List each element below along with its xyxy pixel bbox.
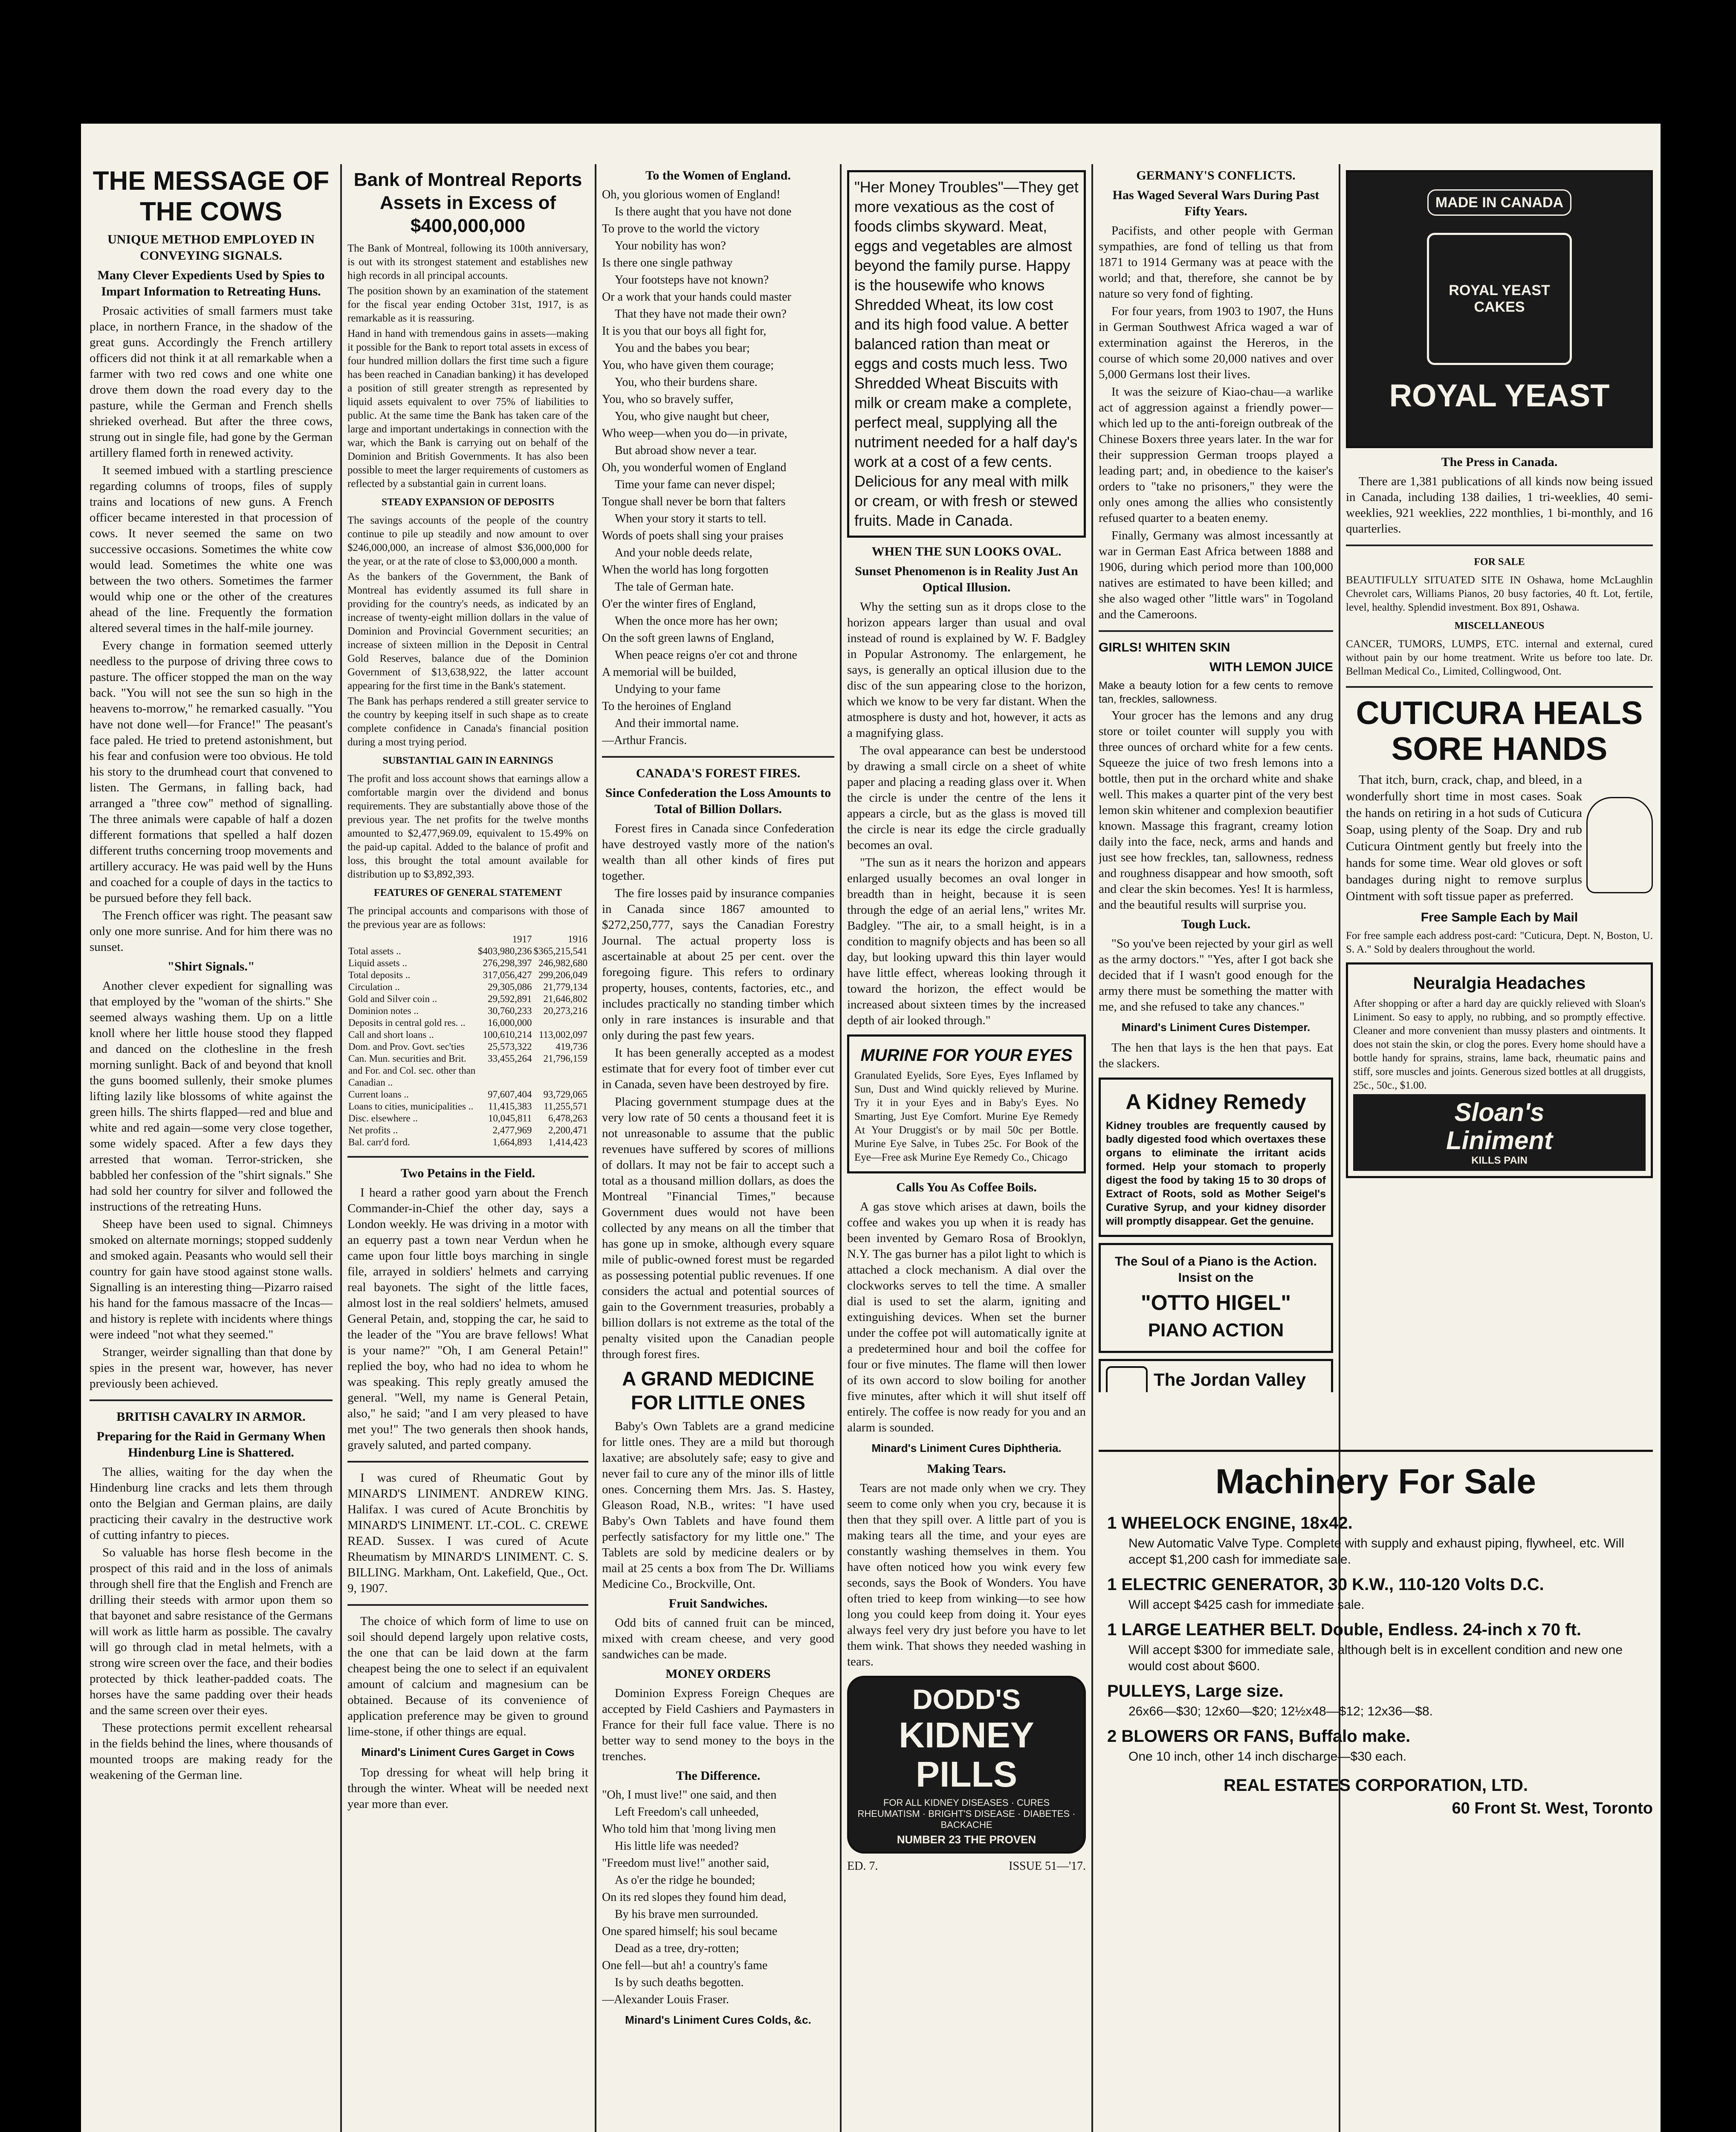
- paragraph: It was the seizure of Kiao-chau—a warlike act of aggression against a friendly power—which led up to the anti-foreign outbreak of the Chinese Boxers three years later. In the war for their suppression German troops played a leading part; and, in obedience to the kaiser's orders to "take no prisoners," they were the only ones among the allies who consistently refused quarter to a beaten enemy.: [1099, 385, 1333, 525]
- poem-line: One spared himself; his soul became: [602, 1925, 778, 1938]
- ad-subtitle: Free Sample Each by Mail: [1421, 910, 1578, 924]
- paragraph: The oval appearance can best be understood by drawing a small circle on a sheet of white paper and placing a reading glass over it. When the circle is under the centre of the lens it appears a circle, but as the glass is moved till the circle is near its edge the circle gradually becomes an oval.: [847, 744, 1086, 852]
- yeast-package-icon: [1427, 233, 1572, 365]
- table-row: [347, 945, 588, 957]
- poem-title: To the Women of England.: [645, 168, 791, 182]
- table-cell: $365,215,541: [533, 946, 587, 956]
- divider: [347, 1604, 588, 1606]
- divider: [1346, 686, 1653, 688]
- paragraph: So valuable has horse flesh become in the prospect of this raid and in the loss of animals through shell fire that the English and French are drilling their steeds with armor upon them so that bayonet and sabre resistance of the Germans will work as little harm as possible. The cavalry will go through clad in metal helmets, with a strong wire screen over the face, and their bodies protected by thick leather-padded coats. The horses have the same padding over their heads and the same screen over their eyes.: [90, 1546, 333, 1717]
- paragraph: The savings accounts of the people of the country continue to pile up steadily and now amount to over $246,000,000, an increase of almost $36,000,000 for the year, or at the rate of close to $3,000,000 a month.: [347, 515, 588, 567]
- table-row: [347, 981, 588, 993]
- machinery-item-title: 1 LARGE LEATHER BELT. Double, Endless. 24-inch x 70 ft.: [1107, 1620, 1582, 1639]
- paragraph: The Bank of Montreal, following its 100th anniversary, is out with its strongest statement and establishes new high records in all principal accounts.: [347, 243, 588, 281]
- poem-line: You, who give naught but cheer,: [615, 410, 770, 423]
- table-cell: 97,607,404: [488, 1089, 532, 1100]
- poem-line: To the heroines of England: [602, 700, 731, 713]
- table-cell: 11,255,571: [544, 1101, 587, 1112]
- ad-title: The Jordan Valley: [1154, 1370, 1306, 1390]
- machinery-item-detail: Will accept $425 cash for immediate sale.: [1128, 1598, 1365, 1612]
- column-1: [90, 164, 333, 2132]
- poem-line: But abroad show never a tear.: [615, 444, 757, 457]
- section-head: "Shirt Signals.": [167, 959, 255, 973]
- classified-head: FOR SALE: [1474, 556, 1525, 568]
- table-cell: 25,573,322: [488, 1041, 532, 1052]
- table-cell: Loans to cities, municipalities ..: [348, 1101, 474, 1112]
- paragraph: "So you've been rejected by your girl as well as the army doctors." "Yes, after I got back she decided that if I wasn't good enough for the army there must be something the matter with me, and she refused to take any chances.": [1099, 937, 1333, 1014]
- table-cell: Net profits ..: [348, 1125, 398, 1136]
- table-cell: 29,592,891: [488, 994, 532, 1004]
- headline-fruit-sandwiches: Fruit Sandwiches.: [668, 1596, 768, 1611]
- shredded-wheat-ad: [847, 170, 1086, 538]
- paragraph: Baby's Own Tablets are a grand medicine for little ones. They are a mild but thorough laxative; are absolutely safe; easy to give and never fail to cure any of the minor ills of little ones. Concerning them Mrs. Jas. S. Hastey, Gleason Road, N.B., writes: "I have used Baby's Own Tablets and have found them perfectly satisfactory for my little one." The Tablets are sold by medicine dealers or by mail at 25 cents a box from The Dr. Williams Medicine Co., Brockville, Ont.: [602, 1419, 834, 1591]
- headline-tough-luck: Tough Luck.: [1181, 917, 1251, 931]
- poem-line: His little life was needed?: [615, 1839, 739, 1853]
- poem-line: Undying to your fame: [615, 683, 721, 696]
- table-cell: 100,610,214: [483, 1029, 532, 1040]
- table-row: [347, 969, 588, 981]
- table-cell: Current loans ..: [348, 1089, 409, 1100]
- column-4: [847, 164, 1086, 2132]
- paragraph: Pacifists, and other people with German sympathies, are fond of telling us that from 1871 to 1914 Germany was at peace with the world; and that, therefore, she cannot be by nature so very fond of fighting.: [1099, 224, 1333, 301]
- table-cell: Deposits in central gold res. ..: [348, 1017, 466, 1028]
- poem-line: Is there aught that you have not done: [615, 205, 792, 218]
- machinery-item-title: 2 BLOWERS OR FANS, Buffalo make.: [1107, 1727, 1411, 1746]
- machinery-list: [1099, 1512, 1653, 1765]
- poem-line: You, who their burdens share.: [615, 376, 758, 389]
- table-row: [347, 1029, 588, 1041]
- poem-line: By his brave men surrounded.: [615, 1908, 758, 1921]
- table-header-cell: [347, 933, 477, 945]
- sloans-logo: [1353, 1094, 1646, 1171]
- poem-line: Time your fame can never dispel;: [615, 478, 775, 491]
- headline-bank-of-montreal: Bank of Montreal Reports Assets in Excess of $400,000,000: [353, 169, 582, 236]
- financial-statement-table: [347, 933, 588, 1148]
- headline-coffee: Calls You As Coffee Boils.: [896, 1180, 1037, 1194]
- column-6: [1346, 164, 1653, 1426]
- poem-line: When the world has long forgotten: [602, 563, 769, 576]
- poem-line: And their immortal name.: [615, 717, 739, 730]
- testimonial: I was cured of Rheumatic Gout by MINARD'S LINIMENT. ANDREW KING. Halifax. I was cured of Acute Bronchitis by MINARD'S LINIMENT. LT.-COL. C. CREWE READ. Sussex. I was cured of Acute Rheumatism by MINARD'S LINIMENT. C. S. BILLING. Markham, Ont. Lakefield, Que., Oct. 9, 1907.: [347, 1471, 588, 1595]
- murine-logo: MURINE FOR YOUR EYES: [860, 1046, 1073, 1065]
- dodds-ring-text: FOR ALL KIDNEY DISEASES · CURES RHEUMATISM · BRIGHT'S DISEASE · DIABETES · BACKACHE: [857, 1797, 1076, 1830]
- machinery-item-detail: One 10 inch, other 14 inch discharge—$30 each.: [1128, 1750, 1407, 1764]
- table-cell: 29,305,086: [488, 982, 532, 992]
- paragraph: Forest fires in Canada since Confederation have destroyed vastly more of the nation's wealth than all other kinds of fires put together.: [602, 822, 834, 883]
- poem-line: Words of poets shall sing your praises: [602, 529, 784, 542]
- paragraph: Prosaic activities of small farmers must take place, in northern France, in the shadow of the great guns. Accordingly the French artillery officers did not think it at all remarkable when a farmer with two red cows and one white one drove them down the road every day to the pasture, while the German and French shells shrieked overhead. But after the three cows, strung out in single file, had gone by the German artillery flamed forth in renewed activity.: [90, 304, 333, 460]
- poem-line: Your footsteps have not known?: [615, 273, 769, 287]
- subhead: Has Waged Several Wars During Past Fifty Years.: [1112, 188, 1319, 218]
- column-rule: [595, 164, 596, 2132]
- ad-text: "Her Money Troubles"—They get more vexatious as the cost of foods climbs skyward. Meat, eggs and vegetables are almost beyond the family purse. Happy is the housewife who knows Shredded Wheat, its low cost and its high food value. A better balanced ration than meat or eggs and costs much less. Two Shredded Wheat Biscuits with milk or cream make a complete, perfect meal, supplying all the nutriment needed for a half day's work at a cost of a few cents. Delicious for any meal with milk or cream, or with fresh or stewed fruits. Made in Canada.: [854, 178, 1079, 529]
- poem-line: As o'er the ridge he bounded;: [615, 1874, 755, 1887]
- paragraph: A gas stove which arises at dawn, boils the coffee and wakes you up when it is ready has been invented by Gemaro Rosa of Brooklyn, N.Y. The gas burner has a pilot light to which is attached a clock mechanism. A dial over the clockworks serves to tell the time. A smaller dial is used to set the alarm, igniting and extinguishing devices. When set the burner under the coffee pot will automatically ignite at a predetermined hour and boil the coffee for four or five minutes. The flame will then lower of its own accord to slow boiling for another five minutes, after which it will shut itself off entirely. The coffee is now ready for you and an alarm is sounded.: [847, 1200, 1086, 1434]
- table-cell: 1,664,893: [492, 1137, 532, 1147]
- made-in-canada-label: MADE IN CANADA: [1427, 189, 1571, 216]
- paragraph: The position shown by an examination of the statement for the fiscal year ending October 31st, 1917, is as remarkable as it is reassuring.: [347, 285, 588, 324]
- table-cell: Total assets ..: [348, 946, 401, 956]
- hand-illustration-icon: [1586, 797, 1653, 893]
- classified-text: BEAUTIFULLY SITUATED SITE IN Oshawa, home McLaughlin Chevrolet cars, Williams Pianos, 20 busy factories, 40 ft. Lot, fertile, level, healthy. Splendid investment. Box 891, Oshawa.: [1346, 574, 1653, 613]
- paragraph: I heard a rather good yarn about the French Commander-in-Chief the other day, says a London weekly. He was driving in a motor with an equerry past a town near Verdun when he came upon four little boys marching in single file, arrayed in soldiers' helmets and carrying real bayonets. The sight of the little faces, almost lost in the real soldiers' helmets, amused General Petain, and, stopping the car, he said to the leader of the "You are brave fellows! What is your name?" "Oh, I am General Petain!" replied the boy, who had no idea to whom he was speaking. This reply greatly amused the general. "Well, my name is General Petain, also," he said; "and I am very pleased to have met you!" The two generals then shook hands, gravely saluted, and parted company.: [347, 1186, 588, 1452]
- headline-forest-fires: CANADA'S FOREST FIRES.: [636, 766, 801, 780]
- subhead: Since Confederation the Loss Amounts to Total of Billion Dollars.: [605, 786, 831, 816]
- paragraph: Every change in formation seemed utterly needless to the purpose of driving three cows to pasture. The officer stopped the man on the way back. "You will not see the sun so high in the heavens to-morrow," he remarked casually. "You have not done well—for France!" The peasant's face paled. He tried to pretend astonishment, but his fear and confusion were too obvious. He told his story to the drumhead court that convened to listen. The Germans, in falling back, had arranged a "three cow" method of signalling. The three animals were capable of half a dozen different formations that spelled a half dozen different truths concerning troop movements and artillery accuracy. He was paid well by the Huns and coached for a couple of days in the tactics to be pursued before they fell back.: [90, 639, 333, 905]
- edition-number: ED. 7.: [847, 1860, 878, 1873]
- paragraph: The hen that lays is the hen that pays. Eat the slackers.: [1099, 1041, 1333, 1070]
- poem-line: Or a work that your hands could master: [602, 290, 791, 304]
- table-cell: $403,980,236: [478, 946, 532, 956]
- paragraph: The choice of which form of lime to use on soil should depend largely upon relative costs, the one that can be laid down at the farm cheapest being the one to select if an equivalent amount of calcium and magnesium can be obtained. Because of its convenience of application preference may be given to ground lime-stone, if other things are equal.: [347, 1614, 588, 1738]
- paragraph: Sheep have been used to signal. Chimneys smoked on alternate mornings; stopped suddenly and smoked again. Peasants who would sell their country for gain have stood against stone walls. Signalling is an interesting thing—Pizarro raised his hand for the famous massacre of the Incas—and history is replete with incidents where things were indeed "not what they seemed.": [90, 1217, 333, 1341]
- column-rule: [1091, 164, 1093, 2132]
- table-cell: 30,760,233: [488, 1005, 532, 1016]
- table-row: [347, 1005, 588, 1017]
- issue-number: ISSUE 51—'17.: [1009, 1860, 1086, 1873]
- poem: [602, 187, 834, 748]
- poem-line: Dead as a tree, dry-rotten;: [615, 1942, 739, 1955]
- headline-message-of-cows: THE MESSAGE OF THE COWS: [93, 166, 330, 226]
- table-cell: 317,056,427: [483, 970, 532, 980]
- dodds-title: PILLS: [915, 1754, 1017, 1794]
- ad-title: "OTTO HIGEL": [1140, 1291, 1291, 1315]
- table-cell: Gold and Silver coin ..: [348, 994, 437, 1004]
- table-cell: 276,298,397: [483, 958, 532, 968]
- package-label: ROYAL YEAST CAKES: [1449, 282, 1550, 315]
- table-cell: 21,796,159: [543, 1053, 587, 1064]
- table-cell: 93,729,065: [543, 1089, 587, 1100]
- machinery-item-detail: New Automatic Valve Type. Complete with supply and exhaust piping, flywheel, etc. Will accept $1,200 cash for immediate sale.: [1128, 1536, 1624, 1567]
- subhead: Preparing for the Raid in Germany When Hindenburg Line is Shattered.: [96, 1429, 326, 1460]
- poem-line: "Oh, I must live!" one said, and then: [602, 1788, 777, 1802]
- table-cell: 2,477,969: [492, 1125, 532, 1136]
- poem-line: When your story it starts to tell.: [615, 512, 767, 525]
- column-5: [1099, 164, 1333, 1392]
- paragraph: "The sun as it nears the horizon and appears enlarged usually becomes an oval longer in breadth than in height, because it is seen through the edge of an aerial lens," writes Mr. Badgley. "The air, to a small height, is in a condition to magnify objects and has been so all day, but looking upward this thin layer would have little effect, whereas looking through it toward the horizon, the effect would be increased about sixteen times by the increased depth of air looked through.": [847, 856, 1086, 1027]
- poem-line: On the soft green lawns of England,: [602, 631, 774, 645]
- table-cell: Liquid assets ..: [348, 958, 407, 968]
- kidney-remedy-ad: [1099, 1078, 1333, 1237]
- ad-title: Machinery For Sale: [1215, 1462, 1536, 1501]
- section-head: STEADY EXPANSION OF DEPOSITS: [381, 497, 555, 508]
- company-address: 60 Front St. West, Toronto: [1452, 1799, 1653, 1817]
- subhead: UNIQUE METHOD EMPLOYED IN CONVEYING SIGNALS.: [107, 232, 315, 263]
- ad-title: Neuralgia Headaches: [1413, 974, 1586, 993]
- table-cell: 21,646,802: [543, 994, 587, 1004]
- machinery-item-title: 1 ELECTRIC GENERATOR, 30 K.W., 110-120 Volts D.C.: [1107, 1575, 1544, 1594]
- poem-line: You and the babes you bear;: [615, 342, 750, 355]
- jordan-valley-ad: [1099, 1359, 1333, 1392]
- column-3: [602, 164, 834, 2132]
- paragraph: Finally, Germany was almost incessantly at war in German East Africa between 1888 and 1906, during which period more than 100,000 natives are estimated to have been killed; and she also waged other "little wars" in Togoland and the Cameroons.: [1099, 529, 1333, 621]
- poem-line: Is there one single pathway: [602, 256, 733, 269]
- table-header-cell: 1916: [568, 934, 587, 944]
- divider: [347, 1156, 588, 1158]
- table-row: [347, 1136, 588, 1148]
- paragraph: Why the setting sun as it drops close to the horizon appears larger than usual and oval instead of round is explained by W. F. Badgley in Popular Astronomy. The enlargement, he says, is generally an optical illusion due to the disc of the sun appearing close to the horizon, which we know to be very far distant. When the atmosphere is dusty and hot, however, it acts as a magnifying glass.: [847, 600, 1086, 740]
- poem-line: It is you that our boys all fight for,: [602, 324, 767, 338]
- table-cell: 20,273,216: [543, 1005, 587, 1016]
- poem-line: A memorial will be builded,: [602, 666, 736, 679]
- table-cell: 21,779,134: [543, 982, 587, 992]
- poem-line: Tongue shall never be born that falters: [602, 495, 786, 508]
- column-2: [347, 164, 588, 2132]
- headline-germanys-conflicts: GERMANY'S CONFLICTS.: [1136, 168, 1296, 182]
- logo-text: Liniment: [1446, 1126, 1553, 1155]
- table-cell: [533, 1017, 589, 1029]
- table-row: [347, 1089, 588, 1101]
- table-cell: 246,982,680: [538, 958, 587, 968]
- ad-title: ROYAL YEAST: [1389, 378, 1610, 413]
- poem-line: On its red slopes they found him dead,: [602, 1891, 787, 1904]
- table-cell: Dominion notes ..: [348, 1005, 419, 1016]
- minard-notice: Minard's Liniment Cures Diphtheria.: [871, 1442, 1062, 1454]
- poem-line: That they have not made their own?: [615, 307, 787, 321]
- headline-two-petains: Two Petains in the Field.: [400, 1166, 535, 1180]
- paragraph: The allies, waiting for the day when the Hindenburg line cracks and lets them through onto the Belgian and German plains, are daily practicing their cavalry in the destructive work of cutting infantry to pieces.: [90, 1465, 333, 1542]
- table-cell: 33,455,264: [488, 1053, 532, 1064]
- royal-yeast-ad: [1346, 170, 1653, 448]
- divider: [347, 1461, 588, 1463]
- dodds-kidney-pills-ad: [847, 1676, 1086, 1854]
- table-cell: Disc. elsewhere ..: [348, 1113, 418, 1124]
- paragraph: These protections permit excellent rehearsal in the fields behind the lines, where thousands of mounted troops are making ready for the weakening of the German line.: [90, 1721, 333, 1782]
- table-cell: 1,414,423: [548, 1137, 587, 1147]
- paragraph: Another clever expedient for signalling was that employed by the "woman of the shirts." She seemed always washing them. Up on a little knoll where her little house stood they flapped and danced on the clothesline in the fresh morning sunlight. Back of and beyond that knoll the guns boomed sullenly, their smoke plumes lifting lazily like blossoms of white against the green hills. The shirts flapped—red and blue and white and red again—some very close together, some widely spaced. After a few days they arrested that woman. Terror-stricken, she babbled her confession of the "shirt signals." She had sold her country for silver and followed the instructions of the retreating Huns.: [90, 979, 333, 1214]
- table-cell: 299,206,049: [538, 970, 587, 980]
- paragraph: Tears are not made only when we cry. They seem to come only when you cry, because it is then that they spill over. A little part of you is making tears all the time, and your eyes are constantly washing themselves in them. You have often noticed how you wink every few seconds, says the Book of Wonders. You have often tried to keep from winking—to see how long you could keep from doing it. Your eyes always feel very dry just before you have to let them wink. That shows they needed washing in tears.: [847, 1481, 1086, 1669]
- paragraph: As the bankers of the Government, the Bank of Montreal has evidently assumed its full share in providing for the country's needs, as indicated by an increase of twenty-eight million dollars in the value of Dominion and Provincial Government securities; an increase of sixteen million in the Deposit in Central Gold Reserves, balance due of the Dominion Government of $13,638,922, the latter account appearing for the first time in the Bank's statement.: [347, 571, 588, 692]
- minard-notice: Minard's Liniment Cures Distemper.: [1121, 1021, 1311, 1034]
- divider: [1346, 545, 1653, 546]
- ad-body: [1154, 1366, 1326, 1392]
- poem-line: —Alexander Louis Fraser.: [602, 1993, 729, 2006]
- headline-british-cavalry: BRITISH CAVALRY IN ARMOR.: [116, 1410, 306, 1424]
- ad-title: A Kidney Remedy: [1126, 1090, 1306, 1114]
- paragraph: Placing government stumpage dues at the very low rate of 50 cents a thousand feet it is not unreasonable to assume that the public revenues have suffered by scores of millions of dollars. It may not be fair to accept such a total as a thousand million dollars, as does the Montreal "Financial Times," because Government dues would not have been collected by any means on all the timber that has gone up in smoke, although every square mile of public-owned forest must be regarded as possessing potential public revenues. If one considers the actual and potential sources of gain to the Government treasuries, probably a billion dollars is not extreme as the total of the penalty visited upon the Canadian people through forest fires.: [602, 1095, 834, 1361]
- headline-money-orders: MONEY ORDERS: [665, 1667, 771, 1681]
- section-head: FEATURES OF GENERAL STATEMENT: [373, 887, 562, 898]
- poem: [602, 1787, 834, 2007]
- table-cell: Call and short loans ..: [348, 1029, 434, 1040]
- table-cell: 10,045,811: [488, 1113, 532, 1124]
- newspaper-page: [81, 124, 1661, 2132]
- machinery-item-title: 1 WHEELOCK ENGINE, 18x42.: [1107, 1514, 1353, 1532]
- poem-line: Is by such deaths begotten.: [615, 1976, 744, 1989]
- table-cell: 6,478,263: [548, 1113, 587, 1124]
- paragraph: It has been generally accepted as a modest estimate that for every foot of timber ever cut in Canada, seven have been destroyed by fire.: [602, 1046, 834, 1091]
- headline-grand-medicine: A GRAND MEDICINE FOR LITTLE ONES: [622, 1367, 814, 1414]
- table-cell: 419,736: [556, 1041, 587, 1052]
- paragraph: There are 1,381 publications of all kinds now being issued in Canada, including 138 dailies, 1 tri-weeklies, 40 semi-weeklies, 921 weeklies, 222 monthlies, 1 bi-monthly, and 16 quarterlies.: [1346, 475, 1653, 536]
- table-cell: 2,200,471: [548, 1125, 587, 1136]
- table-cell: Can. Mun. securities and Brit. and For. and Col. sec. other than Canadian ..: [348, 1053, 476, 1088]
- machinery-item-title: PULLEYS, Large size.: [1107, 1682, 1284, 1700]
- paragraph: Your grocer has the lemons and any drug store or toilet counter will supply you with three ounces of orchard white for a few cents. Squeeze the juice of two fresh lemons into a bottle, then put in the orchard white and shake well. This makes a quarter pint of the very best lemon skin whitener and complexion beautifier known. Massage this fragrant, creamy lotion daily into the face, neck, arms and hands and just see how freckles, tan, sallowness, redness and roughness disappear and how smooth, soft and clear the skin becomes. Yes! It is harmless, and the beautiful results will surprise you.: [1099, 709, 1333, 912]
- table-cell: Bal. carr'd ford.: [348, 1137, 410, 1147]
- ad-title-cuticura: CUTICURA HEALS SORE HANDS: [1356, 695, 1643, 767]
- minard-notice: Minard's Liniment Cures Colds, &c.: [625, 2013, 811, 2026]
- paragraph: The principal accounts and comparisons with those of the previous year are as follows:: [347, 905, 588, 930]
- section-head: SUBSTANTIAL GAIN IN EARNINGS: [382, 755, 553, 766]
- divider: [1099, 630, 1333, 632]
- divider: [90, 1399, 333, 1401]
- table-cell: Total deposits ..: [348, 970, 411, 980]
- paragraph: For four years, from 1903 to 1907, the Huns in German Southwest Africa waged a war of extermination against the Hereros, in the course of which some 20,000 natives and over 5,000 Germans lost their lives.: [1099, 304, 1333, 381]
- paragraph: The profit and loss account shows that earnings allow a comfortable margin over the dividend and bonus requirements. They are substantially above those of the previous year. The net profits for the twelve months amounted to $2,477,969.09, equivalent to 15.49% on the paid-up capital. Added to the balance of profit and loss, this brought the total amount available for distribution up to $3,892,393.: [347, 773, 588, 880]
- poem-line: Who told him that 'mong living men: [602, 1822, 776, 1836]
- machinery-for-sale-ad: [1099, 1450, 1653, 2019]
- table-row: [347, 1041, 588, 1053]
- ad-text: That itch, burn, crack, chap, and bleed, in a wonderfully short time in most cases. Soak the hands on retiring in a hot suds of Cuticura Soap, using plenty of the Soap. Dry and rub Cuticura Ointment gently but freely into the hands for some time. Wear old gloves or soft bandages during night to remove surplus Ointment with soft tissue paper as preferred.: [1346, 773, 1582, 903]
- paragraph: Stranger, weirder signalling than that done by spies in the present war, however, has never previously been achieved.: [90, 1345, 333, 1390]
- poem-line: —Arthur Francis.: [602, 734, 687, 747]
- poem-line: The tale of German hate.: [615, 580, 734, 594]
- logo-tagline: KILLS PAIN: [1471, 1155, 1528, 1166]
- table-header-row: [347, 933, 588, 945]
- headline-difference: The Difference.: [676, 1769, 761, 1783]
- ad-text: After shopping or after a hard day are quickly relieved with Sloan's Liniment. So easy to apply, no rubbing, and so promptly effective. Cleaner and more convenient than mussy plasters and ointments. It does not stain the skin, or clog the pores. Every home should have a bottle handy for sprains, strains, lame back, rheumatic pains and stiff, sore muscles and joints. Generous sized bottles at all druggists, 25c., 50c., $1.00.: [1353, 998, 1646, 1091]
- poem-line: Oh, you wonderful women of England: [602, 461, 787, 474]
- piano-action-ad: [1099, 1243, 1333, 1353]
- dodds-number: NUMBER 23 THE PROVEN: [897, 1833, 1036, 1846]
- poem-line: And your noble deeds relate,: [615, 546, 752, 559]
- murine-ad: [847, 1034, 1086, 1173]
- union-pacific-shield-icon: [1106, 1366, 1148, 1392]
- headline-press-in-canada: The Press in Canada.: [1441, 455, 1558, 469]
- poem-line: One fell—but ah! a country's fame: [602, 1959, 768, 1972]
- dodds-title: DODD'S: [912, 1683, 1021, 1715]
- table-cell: 11,415,383: [488, 1101, 532, 1112]
- ad-title: PIANO ACTION: [1148, 1320, 1284, 1341]
- poem-line: Who weep—when you do—in private,: [602, 427, 787, 440]
- poem-line: When the once more has her own;: [615, 614, 778, 628]
- subhead: Make a beauty lotion for a few cents to remove tan, freckles, sallowness.: [1099, 680, 1333, 705]
- poem-line: Your nobility has won?: [615, 239, 726, 252]
- table-cell: Dom. and Prov. Govt. sec'ties: [348, 1041, 465, 1052]
- paragraph: Odd bits of canned fruit can be minced, mixed with cream cheese, and very good sandwiches can be made.: [602, 1616, 834, 1661]
- table-row: [347, 1112, 588, 1124]
- headline-sun-oval: WHEN THE SUN LOOKS OVAL.: [871, 545, 1062, 559]
- ad-text: The Soul of a Piano is the Action. Insist on the: [1115, 1254, 1317, 1285]
- headline-making-tears: Making Tears.: [927, 1462, 1006, 1476]
- headline-girls-whiten-skin: GIRLS! WHITEN SKIN: [1099, 640, 1230, 655]
- table-cell: Circulation ..: [348, 982, 400, 992]
- poem-line: Oh, you glorious women of England!: [602, 188, 781, 201]
- classified-head: MISCELLANEOUS: [1454, 620, 1545, 631]
- poem-line: O'er the winter fires of England,: [602, 597, 756, 611]
- poem-line: You, who have given them courage;: [602, 359, 774, 372]
- table-row: [347, 957, 588, 969]
- subhead: Sunset Phenomenon is in Reality Just An Optical Illusion.: [855, 564, 1078, 594]
- ad-text: For free sample each address post-card: "Cuticura, Dept. N, Boston, U. S. A." Sold by dealers throughout the world.: [1346, 930, 1653, 955]
- logo-text: Sloan's: [1454, 1098, 1545, 1127]
- table-header-cell: 1917: [512, 934, 532, 944]
- subhead: Many Clever Expedients Used by Spies to Impart Information to Retreating Huns.: [97, 268, 325, 298]
- paragraph: The French officer was right. The peasant saw only one more sunrise. And for him there was no sunset.: [90, 909, 333, 954]
- page-footer: [847, 1860, 1086, 1873]
- classified-text: CANCER, TUMORS, LUMPS, ETC. internal and external, cured without pain by our home treatment. Write us before too late. Dr. Bellman Medical Co., Limited, Collingwood, Ont.: [1346, 638, 1653, 677]
- cuticura-body: [1346, 771, 1653, 906]
- column-rule: [840, 164, 842, 2132]
- paragraph: Hand in hand with tremendous gains in assets—making it possible for the Bank to report total assets in excess of four hundred million dollars the first time such a figure has been reached in Canadian banking) it has developed a position of still greater strength as represented by liquid assets equivalent to over 75% of liabilities to public. At the same time the Bank has taken care of the large and important undertakings in connection with the war, which the Bank is carrying out on behalf of the Dominion and British Governments. It has also been possible to meet the larger requirements of customers as reflected by a substantial gain in current loans.: [347, 328, 588, 490]
- poem-line: Left Freedom's call unheeded,: [615, 1805, 759, 1819]
- table-cell: 16,000,000: [488, 1017, 532, 1028]
- paragraph: The fire losses paid by insurance companies in Canada since 1867 amounted to $272,250,777, says the Canadian Forestry Journal. The actual property loss is ascertainable at about 25 per cent. over the foregoing figure. This refers to ordinary property, houses, contents, factories, etc., and includes practically no standing timber which only in rare instances is insurable and that only during the past few years.: [602, 886, 834, 1042]
- dodds-title: KIDNEY: [899, 1715, 1034, 1755]
- paragraph: Top dressing for wheat will help bring it through the winter. Wheat will be needed next year more than ever.: [347, 1766, 588, 1811]
- sloans-liniment-ad: [1346, 962, 1653, 1178]
- divider: [602, 756, 834, 758]
- poem-line: When peace reigns o'er cot and throne: [615, 649, 797, 662]
- table-row: [347, 1101, 588, 1112]
- column-rule: [340, 164, 342, 2132]
- minard-notice: Minard's Liniment Cures Garget in Cows: [361, 1746, 575, 1758]
- table-row: [347, 1124, 588, 1136]
- poem-line: To prove to the world the victory: [602, 222, 760, 235]
- ad-text: Kidney troubles are frequently caused by badly digested food which overtaxes these organs to eliminate the irritant acids formed. Help your stomach to properly digest the food by taking 15 to 30 drops of Extract of Roots, sold as Mother Seigel's Curative Syrup, and your kidney disorder will promptly disappear. Get the genuine.: [1106, 1120, 1326, 1227]
- machinery-item-detail: Will accept $300 for immediate sale, although belt is in excellent condition and new one would cost about $600.: [1128, 1643, 1623, 1673]
- table-row: [347, 1053, 588, 1089]
- paragraph: It seemed imbued with a startling prescience regarding columns of troops, files of supply trains and locations of new guns. A French officer became interested in that procession of cows. It never seemed the same on two successive occasions. Sometimes the white cow would lead. Sometimes the white one was between the two others. Sometimes the farmer would whip one or the other of the creatures ahead of the line. Frequently the formation altered several times in the half-mile journey.: [90, 463, 333, 635]
- table-cell: 113,002,097: [538, 1029, 587, 1040]
- poem-line: "Freedom must live!" another said,: [602, 1857, 770, 1870]
- paragraph: The Bank has perhaps rendered a still greater service to the country by keeping itself in such shape as to create complete confidence in Canada's financial position during a most trying period.: [347, 695, 588, 748]
- paragraph: Dominion Express Foreign Cheques are accepted by Field Cashiers and Paymasters in France for their full face value. There is no better way to send money to the boys in the trenches.: [602, 1686, 834, 1763]
- machinery-item-detail: 26x66—$30; 12x60—$20; 12½x48—$12; 12x36—$8.: [1128, 1704, 1433, 1718]
- poem-line: You, who so bravely suffer,: [602, 393, 734, 406]
- table-row: [347, 1017, 588, 1029]
- headline-girls-whiten-skin: WITH LEMON JUICE: [1209, 660, 1333, 674]
- ad-text: Granulated Eyelids, Sore Eyes, Eyes Inflamed by Sun, Dust and Wind quickly relieved by Murine. Try it in your Eyes and in Baby's Eyes. No Smarting, Just Eye Comfort. Murine Eye Remedy At Your Druggist's or by mail 50c per Bottle. Murine Eye Salve, in Tubes 25c. For Book of the Eye—Free ask Murine Eye Remedy Co., Chicago: [854, 1070, 1079, 1163]
- table-row: [347, 993, 588, 1005]
- company-name: REAL ESTATES CORPORATION, LTD.: [1223, 1776, 1528, 1795]
